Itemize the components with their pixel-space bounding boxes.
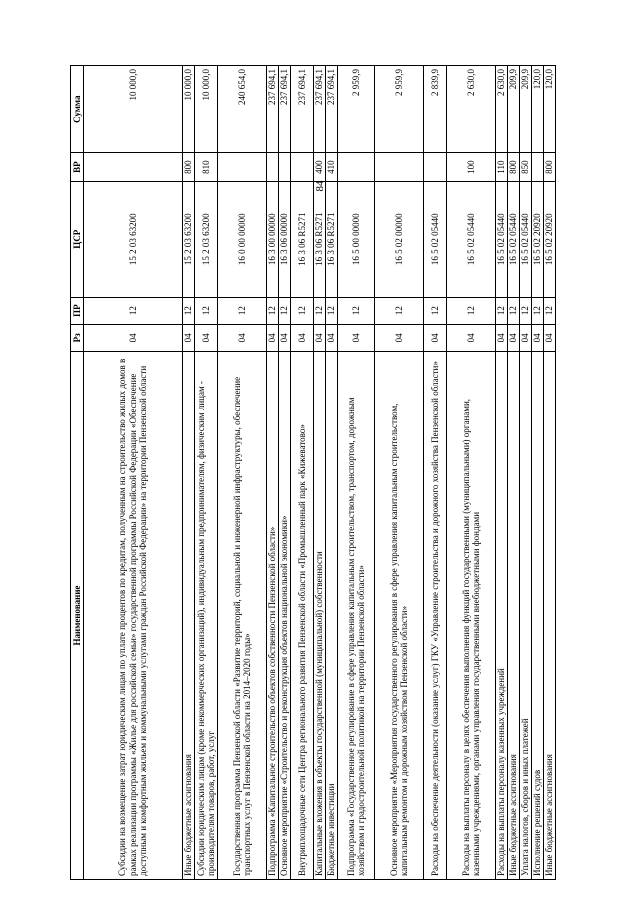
- cell-csr: 16 5 00 00000: [338, 181, 375, 297]
- table-row: [375, 66, 424, 880]
- rotated-page-content: [70, 65, 580, 880]
- cell-sum: 2 630,0: [447, 66, 496, 153]
- cell-rz: 04: [338, 324, 375, 351]
- cell-vr: 800: [183, 153, 195, 181]
- cell-sum: 2 630,0: [496, 66, 508, 153]
- cell-sum: 10 000,0: [84, 66, 183, 153]
- cell-rz: 04: [496, 324, 508, 351]
- cell-vr: 110: [496, 153, 508, 181]
- table-row: [520, 66, 532, 880]
- cell-vr: [338, 153, 375, 181]
- table-row: [338, 66, 375, 880]
- header-rz: Рз: [71, 324, 84, 351]
- cell-sum: 2 959,9: [375, 66, 424, 153]
- cell-vr: [279, 153, 291, 181]
- cell-csr: 16 3 00 00000: [267, 181, 279, 297]
- cell-pr: 12: [375, 297, 424, 324]
- cell-name: Субсидии юридическим лицам (кроме некоммерческих организаций), индивидуальным предпринимателям, физическим лицам - производителям товаров, работ, услуг: [195, 351, 218, 879]
- cell-pr: 12: [84, 297, 183, 324]
- cell-csr: 16 5 02 00000: [375, 181, 424, 297]
- cell-sum: 120,0: [532, 66, 544, 153]
- cell-vr: [532, 153, 544, 181]
- cell-vr: [218, 153, 267, 181]
- cell-name: Подпрограмма «Государственное регулирование в сфере управления капитальным строительством, транспортом, дорожным хозяйством и градостроительной политикой на территории Пензенской области»: [338, 351, 375, 879]
- cell-csr: 16 3 06 00000: [279, 181, 291, 297]
- cell-rz: 04: [291, 324, 314, 351]
- cell-csr: 16 3 06 R5271: [326, 181, 338, 297]
- header-name: Наименование: [71, 351, 84, 879]
- cell-vr: [267, 153, 279, 181]
- cell-csr: 16 5 02 20920: [544, 181, 556, 297]
- cell-rz: 04: [314, 324, 326, 351]
- cell-pr: 12: [496, 297, 508, 324]
- cell-sum: 209,9: [520, 66, 532, 153]
- budget-table-container: [70, 65, 580, 880]
- cell-sum: 10 000,0: [183, 66, 195, 153]
- cell-name: Основное мероприятие «Мероприятия государственного регулирования в сфере управления капитальным строительством, капитальным ремонтом и дорожным хозяйством Пензенской области»: [375, 351, 424, 879]
- cell-rz: 04: [508, 324, 520, 351]
- cell-rz: 04: [84, 324, 183, 351]
- cell-pr: 12: [544, 297, 556, 324]
- cell-csr: 15 2 03 63200: [84, 181, 183, 297]
- cell-csr: 15 2 03 63200: [183, 181, 195, 297]
- table-row: [424, 66, 447, 880]
- cell-vr: [291, 153, 314, 181]
- cell-name: Иные бюджетные ассигнования: [508, 351, 520, 879]
- cell-rz: 04: [326, 324, 338, 351]
- cell-sum: 237 694,1: [279, 66, 291, 153]
- cell-sum: 237 694,1: [326, 66, 338, 153]
- cell-vr: [424, 153, 447, 181]
- cell-vr: 810: [195, 153, 218, 181]
- cell-name: Исполнение решений судов: [532, 351, 544, 879]
- table-row: [508, 66, 520, 880]
- table-row: [496, 66, 508, 880]
- cell-name: Внутриплощадочные сети Центра регионального развития Пензенской области «Промышленный парк «Кижеватово»: [291, 351, 314, 879]
- cell-vr: 800: [544, 153, 556, 181]
- cell-csr: 16 5 02 05440: [447, 181, 496, 297]
- table-row: [279, 66, 291, 880]
- cell-csr: 16 3 06 R5271: [291, 181, 314, 297]
- cell-vr: 850: [520, 153, 532, 181]
- cell-sum: 237 694,1: [267, 66, 279, 153]
- cell-vr: 800: [508, 153, 520, 181]
- header-sum: Сумма: [71, 66, 84, 153]
- cell-name: Основное мероприятие «Строительство и реконструкция объектов национальной экономики»: [279, 351, 291, 879]
- cell-sum: 209,9: [508, 66, 520, 153]
- cell-name: Бюджетные инвестиции: [326, 351, 338, 879]
- cell-vr: 410: [326, 153, 338, 181]
- cell-pr: 12: [424, 297, 447, 324]
- table-header-row: [71, 66, 84, 880]
- cell-csr: 16 5 02 05440: [496, 181, 508, 297]
- cell-csr: 16 5 02 05440: [520, 181, 532, 297]
- table-row: [195, 66, 218, 880]
- table-row: [218, 66, 267, 880]
- cell-sum: 237 694,1: [291, 66, 314, 153]
- header-pr: ПР: [71, 297, 84, 324]
- cell-name: Расходы на обеспечение деятельности (оказание услуг) ГКУ «Управление строительства и дорожного хозяйства Пензенской области»: [424, 351, 447, 879]
- cell-name: Расходы на выплаты персоналу казенных учреждений: [496, 351, 508, 879]
- table-row: [544, 66, 556, 880]
- cell-sum: 237 694,1: [314, 66, 326, 153]
- cell-name: Государственная программа Пензенской области «Развитие территорий, социальной и инженерной инфраструктуры, обеспечение транспортных услуг в Пензенской области на 2014–2020 годы»: [218, 351, 267, 879]
- cell-rz: 04: [520, 324, 532, 351]
- cell-pr: 12: [508, 297, 520, 324]
- budget-table: [70, 65, 556, 880]
- cell-pr: 12: [447, 297, 496, 324]
- table-row: [314, 66, 326, 880]
- table-row: [291, 66, 314, 880]
- table-row: [183, 66, 195, 880]
- cell-vr: 400: [314, 153, 326, 181]
- page-number: 84: [314, 180, 326, 192]
- cell-pr: 12: [267, 297, 279, 324]
- cell-csr: 16 0 00 00000: [218, 181, 267, 297]
- cell-pr: 12: [291, 297, 314, 324]
- cell-vr: 100: [447, 153, 496, 181]
- cell-name: Уплата налогов, сборов и иных платежей: [520, 351, 532, 879]
- cell-pr: 12: [520, 297, 532, 324]
- cell-csr: 15 2 03 63200: [195, 181, 218, 297]
- cell-rz: 04: [183, 324, 195, 351]
- cell-rz: 04: [218, 324, 267, 351]
- cell-pr: 12: [195, 297, 218, 324]
- cell-name: Капитальные вложения в объекты государственной (муниципальной) собственности: [314, 351, 326, 879]
- table-row: [267, 66, 279, 880]
- cell-sum: 10 000,0: [195, 66, 218, 153]
- table-row: [447, 66, 496, 880]
- cell-csr: 16 5 02 05440: [424, 181, 447, 297]
- cell-rz: 04: [279, 324, 291, 351]
- cell-name: Иные бюджетные ассигнования: [183, 351, 195, 879]
- cell-sum: 2 839,9: [424, 66, 447, 153]
- table-row: [326, 66, 338, 880]
- cell-sum: 120,0: [544, 66, 556, 153]
- cell-sum: 240 654,0: [218, 66, 267, 153]
- cell-sum: 2 959,9: [338, 66, 375, 153]
- cell-rz: 04: [267, 324, 279, 351]
- cell-rz: 04: [424, 324, 447, 351]
- cell-rz: 04: [375, 324, 424, 351]
- cell-name: Расходы на выплаты персоналу в целях обеспечения выполнения функций государственными (муниципальными) органами, казенными учреждениями, органами управления государственными внебюджетными фондами: [447, 351, 496, 879]
- header-vr: ВР: [71, 153, 84, 181]
- table-row: [532, 66, 544, 880]
- cell-csr: 16 3 06 R5271: [314, 181, 326, 297]
- cell-pr: 12: [532, 297, 544, 324]
- cell-name: Субсидии на возмещение затрат юридическим лицам по уплате процентов по кредитам, полученным на строительство жилых домов в рамках реализации программы «Жилье для российской семьи» государственной программы Российской Федерации «Обеспечение доступным и комфортным жильем и коммунальными услугами граждан Российской Федерации» на территории Пензенской области: [84, 351, 183, 879]
- cell-rz: 04: [544, 324, 556, 351]
- cell-pr: 12: [218, 297, 267, 324]
- cell-rz: 04: [195, 324, 218, 351]
- cell-pr: 12: [279, 297, 291, 324]
- cell-vr: [84, 153, 183, 181]
- cell-rz: 04: [447, 324, 496, 351]
- cell-rz: 04: [532, 324, 544, 351]
- cell-name: Подпрограмма «Капитальное строительство объектов собственности Пензенской области»: [267, 351, 279, 879]
- cell-pr: 12: [314, 297, 326, 324]
- cell-pr: 12: [338, 297, 375, 324]
- cell-pr: 12: [326, 297, 338, 324]
- cell-name: Иные бюджетные ассигнования: [544, 351, 556, 879]
- table-row: [84, 66, 183, 880]
- cell-csr: 16 5 02 05440: [508, 181, 520, 297]
- cell-vr: [375, 153, 424, 181]
- cell-csr: 16 5 02 20920: [532, 181, 544, 297]
- header-csr: ЦСР: [71, 181, 84, 297]
- cell-pr: 12: [183, 297, 195, 324]
